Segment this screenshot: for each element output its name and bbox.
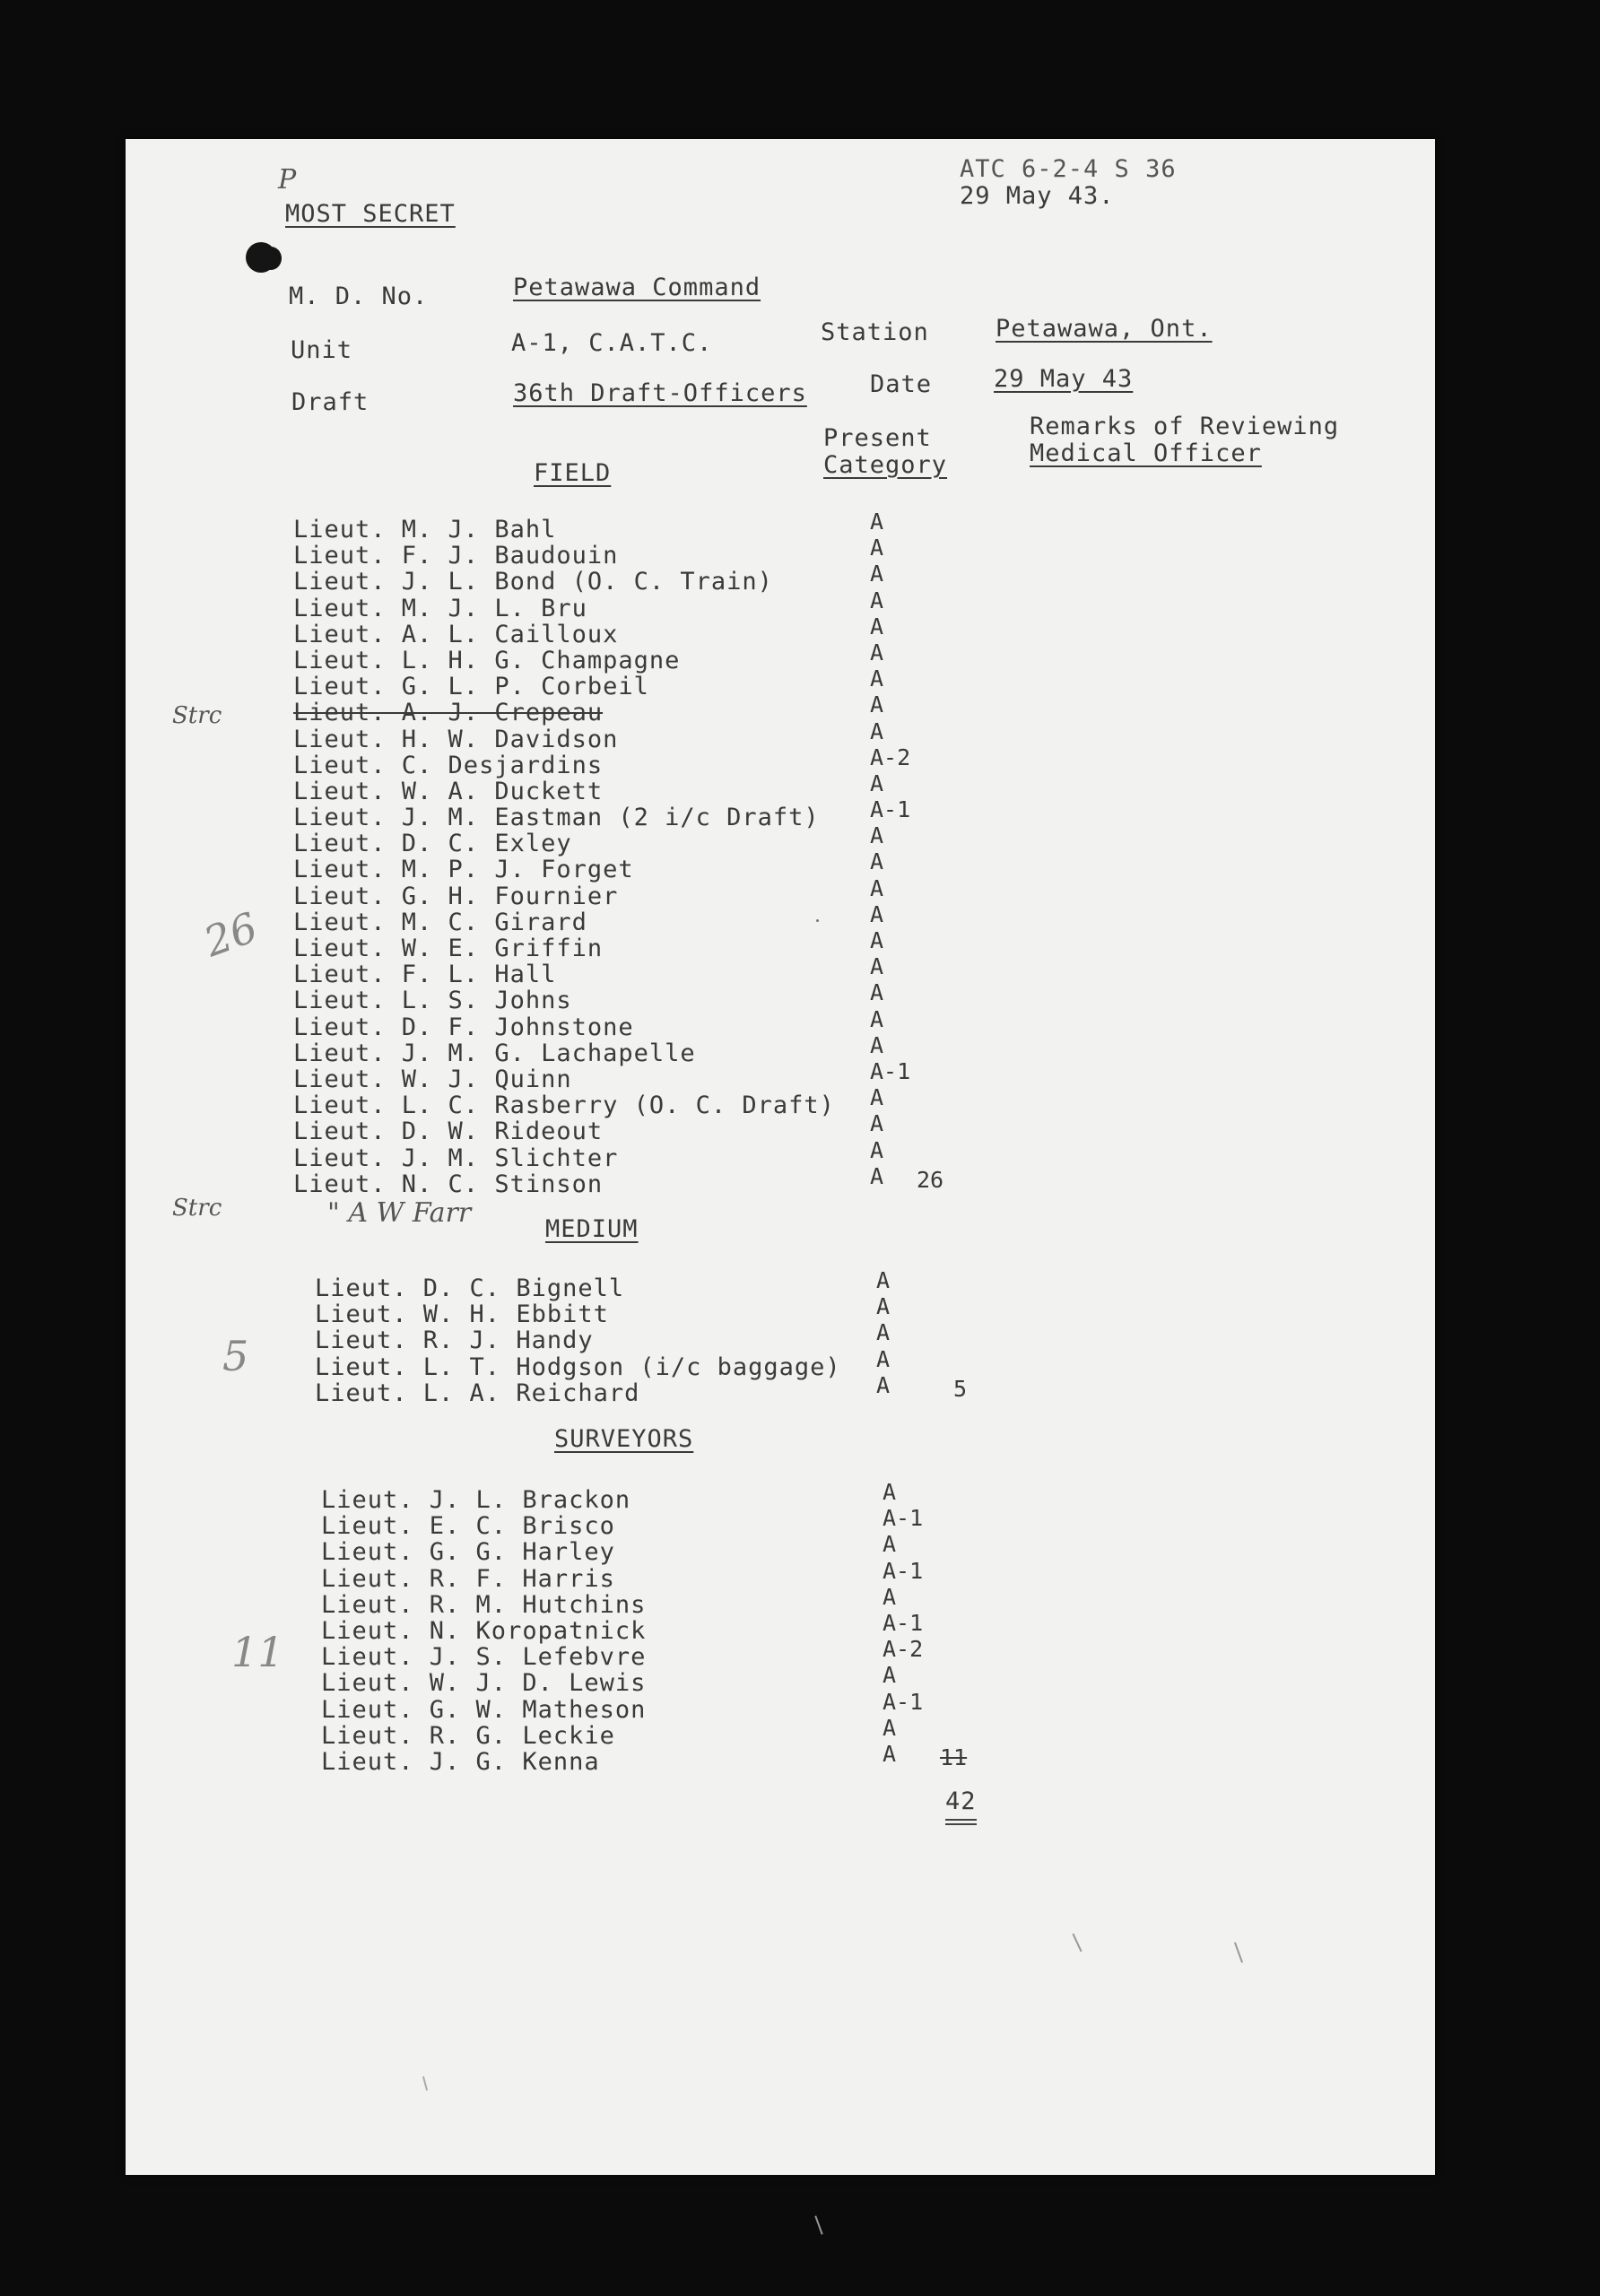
officer-name: Lieut. M. J. L. Bru — [293, 594, 587, 622]
present-category: A — [870, 1162, 884, 1189]
present-category: A — [870, 979, 884, 1006]
officer-name: Lieut. J. S. Lefebvre — [321, 1643, 647, 1672]
scan-mark — [422, 2076, 428, 2091]
present-category: A — [883, 1714, 897, 1741]
officer-name: Lieut. W. J. D. Lewis — [321, 1669, 647, 1698]
present-category: A — [883, 1583, 897, 1610]
remarks-heading-2: Medical Officer — [1030, 439, 1262, 467]
present-category: A — [870, 1110, 884, 1137]
present-category: A — [876, 1371, 891, 1398]
present-category: A-1 — [883, 1609, 924, 1636]
officer-name: Lieut. A. J. Crepeau — [293, 699, 604, 727]
present-category: A — [876, 1319, 891, 1346]
officer-name: Lieut. W. J. Quinn — [293, 1065, 572, 1093]
handwritten-margin-count: 5 — [222, 1332, 249, 1380]
present-category: A — [870, 561, 884, 587]
scan-mark — [814, 2215, 822, 2234]
officer-name: Lieut. J. M. Eastman (2 i/c Draft) — [293, 804, 820, 832]
scan-mark — [816, 919, 819, 922]
ink-blot — [260, 247, 282, 270]
present-category: A — [870, 639, 884, 665]
scan-mark — [1072, 1934, 1082, 1952]
handwritten-replacement-name: " A W Farr — [327, 1197, 472, 1229]
handwritten-initial: P — [278, 164, 297, 196]
present-category: A — [870, 848, 884, 875]
officer-name: Lieut. L. C. Rasberry (O. C. Draft) — [293, 1091, 835, 1120]
officer-name: Lieut. L. H. G. Champagne — [293, 646, 681, 674]
md-label: M. D. No. — [289, 283, 429, 310]
present-category: A — [870, 770, 884, 796]
present-category: A — [876, 1267, 891, 1293]
officer-name: Lieut. M. C. Girard — [293, 908, 587, 936]
section-title-field: FIELD — [534, 459, 612, 487]
present-category: A — [876, 1293, 891, 1320]
present-category: A — [870, 1084, 884, 1111]
officer-name: Lieut. C. Desjardins — [293, 751, 604, 779]
present-category: A — [870, 1031, 884, 1058]
officer-name: Lieut. W. E. Griffin — [293, 935, 604, 962]
officer-name: Lieut. M. P. J. Forget — [293, 856, 634, 884]
officer-name: Lieut. F. J. Baudouin — [293, 542, 619, 570]
present-category: A-2 — [870, 744, 911, 770]
md-value: Petawawa Command — [513, 274, 761, 301]
present-category-heading-2: Category — [823, 451, 948, 479]
section-count: 26 — [917, 1166, 944, 1193]
section-count: 5 — [953, 1375, 968, 1402]
officer-name: Lieut. J. M. G. Lachapelle — [293, 1039, 696, 1067]
officer-name: Lieut. J. M. Slichter — [293, 1144, 619, 1172]
present-category: A — [870, 927, 884, 953]
officer-name: Lieut. D. C. Exley — [293, 830, 572, 858]
officer-name: Lieut. L. S. Johns — [293, 987, 572, 1015]
present-category: A — [883, 1479, 897, 1505]
grand-total: 42 — [945, 1787, 977, 1821]
present-category: A — [870, 718, 884, 744]
officer-name: Lieut. N. Koropatnick — [321, 1616, 647, 1645]
date-label: Date — [870, 370, 933, 398]
present-category: A — [883, 1662, 897, 1689]
remarks-heading-1: Remarks of Reviewing — [1030, 413, 1340, 440]
present-category: A — [870, 613, 884, 639]
present-category: A — [883, 1740, 897, 1767]
reference-code: ATC 6-2-4 S 36 — [960, 155, 1177, 183]
officer-name: Lieut. R. F. Harris — [321, 1564, 615, 1593]
present-category: A-1 — [883, 1505, 924, 1532]
officer-name: Lieut. R. J. Handy — [315, 1326, 594, 1355]
present-category: A-2 — [883, 1636, 924, 1663]
officer-name: Lieut. L. A. Reichard — [315, 1378, 640, 1407]
present-category: A — [870, 535, 884, 561]
document-page — [126, 139, 1435, 2175]
present-category: A — [870, 874, 884, 901]
officer-name: Lieut. N. C. Stinson — [293, 1170, 604, 1198]
classification-label: MOST SECRET — [285, 200, 456, 228]
handwritten-margin-count: 26 — [197, 902, 265, 967]
officer-name: Lieut. J. G. Kenna — [321, 1747, 600, 1776]
present-category: A — [870, 1005, 884, 1032]
section-title-surveyors: SURVEYORS — [554, 1425, 694, 1453]
present-category: A — [870, 691, 884, 718]
present-category: A — [870, 953, 884, 980]
officer-name: Lieut. G. H. Fournier — [293, 882, 619, 910]
present-category-heading-1: Present — [823, 424, 932, 452]
officer-name: Lieut. G. G. Harley — [321, 1538, 615, 1567]
officer-name: Lieut. D. W. Rideout — [293, 1118, 604, 1146]
section-title-medium: MEDIUM — [545, 1215, 639, 1243]
present-category: A — [870, 822, 884, 849]
present-category: A — [870, 900, 884, 927]
present-category: A — [870, 1136, 884, 1163]
officer-name: Lieut. D. F. Johnstone — [293, 1013, 634, 1041]
station-value: Petawawa, Ont. — [996, 315, 1213, 343]
officer-name: Lieut. A. L. Cailloux — [293, 620, 619, 648]
present-category: A-1 — [870, 796, 911, 823]
officer-name: Lieut. G. W. Matheson — [321, 1695, 647, 1724]
officer-name: Lieut. G. L. P. Corbeil — [293, 673, 649, 701]
present-category: A — [883, 1531, 897, 1558]
unit-value: A-1, C.A.T.C. — [511, 329, 713, 357]
officer-name: Lieut. J. L. Bond (O. C. Train) — [293, 568, 773, 596]
present-category: A — [876, 1345, 891, 1372]
officer-name: Lieut. F. L. Hall — [293, 961, 557, 989]
officer-name: Lieut. W. A. Duckett — [293, 777, 604, 805]
officer-name: Lieut. R. M. Hutchins — [321, 1590, 647, 1619]
present-category: A — [870, 665, 884, 692]
present-category: A — [870, 587, 884, 613]
present-category: A-1 — [883, 1688, 924, 1715]
scan-mark — [1234, 1942, 1243, 1962]
officer-name: Lieut. H. W. Davidson — [293, 725, 619, 753]
date-value: 29 May 43 — [994, 365, 1134, 393]
officer-name: Lieut. W. H. Ebbitt — [315, 1300, 609, 1329]
reference-date: 29 May 43. — [960, 182, 1115, 210]
draft-label: Draft — [291, 388, 370, 416]
unit-label: Unit — [291, 336, 353, 364]
officer-name: Lieut. R. G. Leckie — [321, 1721, 615, 1750]
handwritten-margin-count: 11 — [231, 1628, 284, 1676]
officer-name: Lieut. M. J. Bahl — [293, 516, 557, 544]
officer-name: Lieut. J. L. Brackon — [321, 1486, 631, 1514]
present-category: A-1 — [870, 1057, 911, 1084]
handwritten-strike-note: Strc — [172, 702, 222, 729]
officer-name: Lieut. E. C. Brisco — [321, 1512, 615, 1541]
section-count-struck: 11 — [940, 1744, 968, 1770]
draft-value: 36th Draft-Officers — [513, 379, 807, 407]
station-label: Station — [821, 318, 929, 346]
officer-name: Lieut. L. T. Hodgson (i/c baggage) — [315, 1352, 841, 1381]
present-category: A-1 — [883, 1557, 924, 1584]
officer-name: Lieut. D. C. Bignell — [315, 1274, 625, 1302]
present-category: A — [870, 509, 884, 535]
handwritten-strike-note: Strc — [172, 1195, 222, 1222]
